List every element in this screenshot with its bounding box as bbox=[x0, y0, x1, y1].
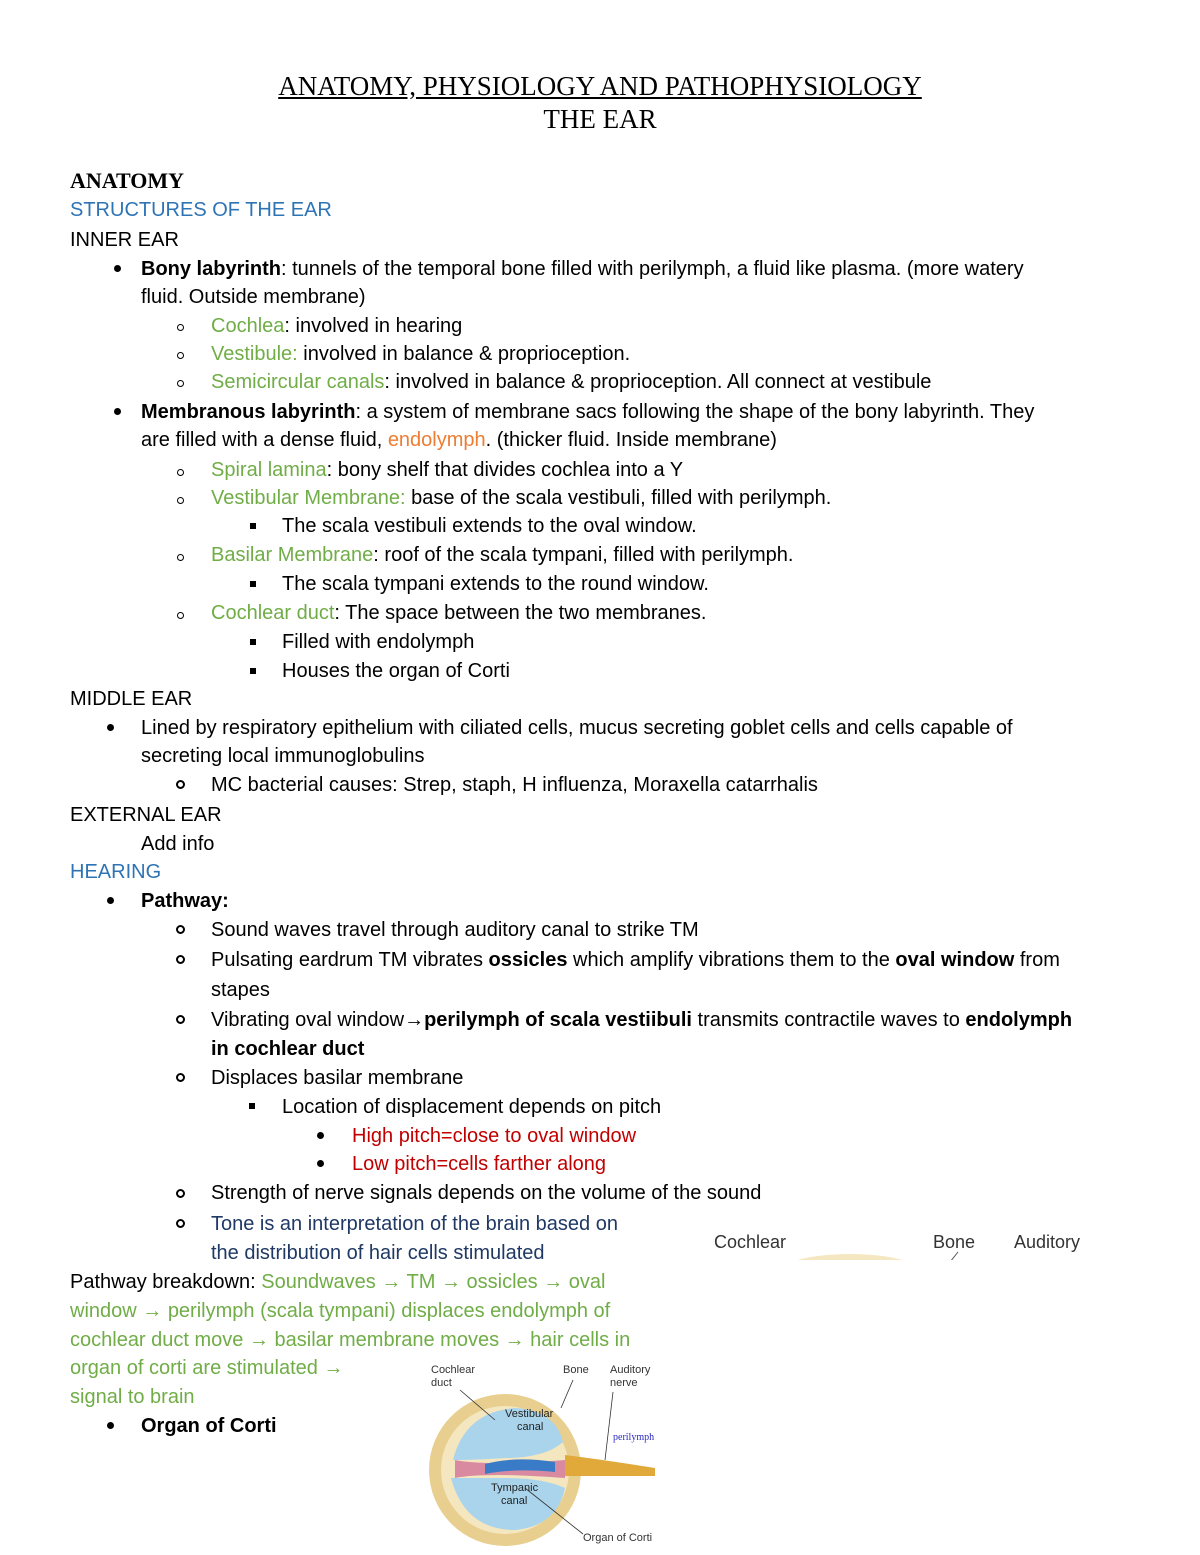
pathway-label: Pathway: bbox=[141, 890, 229, 912]
bullet-disc bbox=[107, 1422, 114, 1429]
bullet-ring bbox=[177, 554, 184, 561]
breakdown-line2: window → perilymph (scala tympani) displaces endolymph of bbox=[70, 1300, 611, 1322]
bullet-ring bbox=[176, 1219, 185, 1228]
bullet-ring bbox=[177, 612, 184, 619]
breakdown-line5: signal to brain bbox=[70, 1386, 195, 1408]
pathway-step-tone-cont: the distribution of hair cells stimulated bbox=[211, 1242, 545, 1264]
bullet-ring bbox=[176, 925, 185, 934]
bullet-ring bbox=[176, 1015, 185, 1024]
pathway-substep: Location of displacement depends on pitch bbox=[282, 1096, 662, 1118]
list-subitem: The scala tympani extends to the round window. bbox=[282, 573, 709, 595]
organ-of-corti-item: Organ of Corti bbox=[141, 1415, 277, 1437]
diagram-label: Organ of Corti bbox=[583, 1532, 653, 1544]
pathway-step: Vibrating oval window→perilymph of scala vestiibuli transmits contractile waves to endolymph bbox=[211, 1009, 1073, 1031]
bullet-ring bbox=[176, 955, 185, 964]
document-subtitle: THE EAR bbox=[543, 104, 657, 134]
pathway-step: Pulsating eardrum TM vibrates ossicles which amplify vibrations them to the oval window from bbox=[211, 949, 1060, 971]
bullet-ring bbox=[177, 352, 184, 359]
diagram-label: Cochlear bbox=[431, 1364, 476, 1376]
bullet-ring bbox=[176, 780, 185, 789]
diagram-label: Cochlear bbox=[714, 1232, 787, 1252]
section-anatomy: ANATOMY bbox=[70, 168, 185, 193]
list-item-basilar-membrane: Basilar Membrane: roof of the scala tympani, filled with perilymph. bbox=[211, 544, 794, 566]
heading-structures: STRUCTURES OF THE EAR bbox=[70, 199, 332, 221]
pathway-step-cont: in cochlear duct bbox=[211, 1038, 365, 1060]
list-subitem: Filled with endolymph bbox=[282, 631, 475, 653]
bony-labyrinth-line2: fluid. Outside membrane) bbox=[141, 286, 366, 308]
list-item-spiral-lamina: Spiral lamina: bony shelf that divides cochlea into a Y bbox=[211, 459, 684, 481]
cochlea-diagram bbox=[425, 1360, 665, 1550]
pathway-step-tone: Tone is an interpretation of the brain based on bbox=[211, 1213, 618, 1235]
breakdown-line4: organ of corti are stimulated → bbox=[70, 1357, 344, 1379]
bullet-disc bbox=[114, 408, 121, 415]
membranous-line1: Membranous labyrinth: a system of membrane sacs following the shape of the bony labyrinth. They bbox=[141, 401, 1035, 423]
diagram-label: Bone bbox=[563, 1364, 589, 1376]
list-item-cochlear-duct: Cochlear duct: The space between the two membranes. bbox=[211, 602, 707, 624]
heading-hearing: HEARING bbox=[70, 861, 162, 883]
middle-ear-line2: secreting local immunoglobulins bbox=[141, 745, 425, 767]
bony-labyrinth-line1: Bony labyrinth: tunnels of the temporal bone filled with perilymph, a fluid like plasma. (more watery bbox=[141, 258, 1024, 280]
bullet-square bbox=[249, 1103, 255, 1109]
bullet-ring bbox=[177, 469, 184, 476]
list-item-vestibular-membrane: Vestibular Membrane: base of the scala vestibuli, filled with perilymph. bbox=[211, 487, 832, 509]
diagram-label: Tympanic bbox=[491, 1482, 539, 1494]
document-title: ANATOMY, PHYSIOLOGY AND PATHOPHYSIOLOGY bbox=[278, 71, 922, 101]
external-ear-text: Add info bbox=[141, 833, 215, 855]
diagram-label: Vestibular bbox=[505, 1408, 554, 1420]
heading-external-ear: EXTERNAL EAR bbox=[70, 804, 222, 826]
bullet-square bbox=[250, 668, 256, 674]
bullet-square bbox=[250, 639, 256, 645]
breakdown-line3: cochlear duct move → basilar membrane moves → hair cells in bbox=[70, 1329, 631, 1351]
pitch-low: Low pitch=cells farther along bbox=[352, 1153, 607, 1175]
diagram-label: duct bbox=[431, 1377, 452, 1389]
diagram-label: Auditory bbox=[610, 1364, 651, 1376]
diagram-label: nerve bbox=[610, 1377, 638, 1389]
bullet-disc bbox=[107, 897, 114, 904]
bullet-disc bbox=[114, 265, 121, 272]
pathway-step-cont: stapes bbox=[211, 979, 270, 1001]
diagram-label: canal bbox=[501, 1495, 528, 1507]
middle-ear-line1: Lined by respiratory epithelium with ciliated cells, mucus secreting goblet cells and cells capable of bbox=[141, 717, 1013, 739]
pathway-step: Strength of nerve signals depends on the volume of the sound bbox=[211, 1182, 762, 1204]
list-subitem: The scala vestibuli extends to the oval window. bbox=[282, 515, 697, 537]
pitch-high: High pitch=close to oval window bbox=[352, 1125, 637, 1147]
bullet-square bbox=[250, 523, 256, 529]
pathway-step: Sound waves travel through auditory canal to strike TM bbox=[211, 919, 699, 941]
diagram-label: Auditory bbox=[1014, 1232, 1081, 1252]
list-item-cochlea: Cochlea: involved in hearing bbox=[211, 315, 463, 337]
list-item-vestibule: Vestibule: involved in balance & proprioception. bbox=[211, 343, 631, 365]
bullet-disc bbox=[317, 1132, 324, 1139]
bullet-ring bbox=[176, 1073, 185, 1082]
pathway-step: Displaces basilar membrane bbox=[211, 1067, 464, 1089]
bullet-ring bbox=[176, 1189, 185, 1198]
middle-ear-sub: MC bacterial causes: Strep, staph, H influenza, Moraxella catarrhalis bbox=[211, 774, 818, 796]
cochlea-diagram-cropped bbox=[700, 1228, 1140, 1260]
bullet-ring bbox=[177, 380, 184, 387]
breakdown-line1: Pathway breakdown: Soundwaves → TM → ossicles → oval bbox=[70, 1271, 606, 1293]
bullet-disc bbox=[317, 1160, 324, 1167]
heading-middle-ear: MIDDLE EAR bbox=[70, 688, 193, 710]
bullet-square bbox=[250, 581, 256, 587]
diagram-label: canal bbox=[517, 1421, 544, 1433]
bullet-disc bbox=[107, 724, 114, 731]
heading-inner-ear: INNER EAR bbox=[70, 229, 179, 251]
list-item-semicircular: Semicircular canals: involved in balance & proprioception. All connect at vestibule bbox=[211, 371, 932, 393]
list-subitem: Houses the organ of Corti bbox=[282, 660, 510, 682]
diagram-label: Bone bbox=[933, 1232, 976, 1252]
diagram-label: perilymph bbox=[613, 1432, 655, 1443]
bullet-ring bbox=[177, 497, 184, 504]
bullet-ring bbox=[177, 324, 184, 331]
membranous-line2: are filled with a dense fluid, endolymph. (thicker fluid. Inside membrane) bbox=[141, 429, 777, 451]
